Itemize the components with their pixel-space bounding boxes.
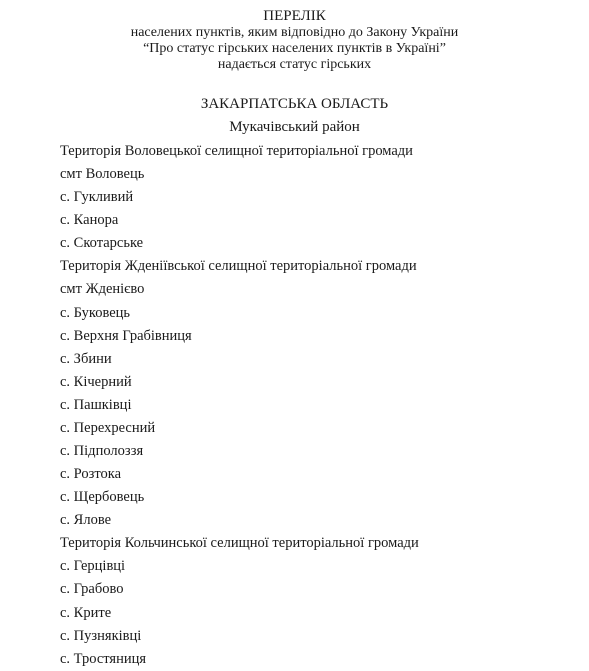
settlement-item: смт Жденієво — [60, 281, 145, 298]
settlement-item: с. Крите — [60, 604, 112, 621]
settlement-item: с. Верхня Грабівниця — [60, 327, 192, 344]
settlement-item: с. Скотарське — [60, 235, 144, 252]
settlement-item: с. Герцівці — [60, 558, 126, 575]
settlement-item: с. Тростяниця — [60, 650, 147, 667]
settlement-item: с. Буковець — [60, 304, 131, 321]
settlement-item: с. Грабово — [60, 581, 124, 598]
settlement-item: с. Пашківці — [60, 396, 132, 413]
settlement-item: смт Воловець — [60, 166, 145, 183]
raion-heading: Мукачівський район — [229, 119, 360, 135]
community-heading: Територія Воловецької селищної територіальної громади — [60, 143, 413, 159]
settlement-item: с. Перехресний — [60, 419, 156, 436]
settlement-item: с. Канора — [60, 212, 119, 229]
settlement-item: с. Кічерний — [60, 373, 132, 390]
document-subtitle-line-2: “Про статус гірських населених пунктів в Україні” — [143, 41, 446, 56]
settlement-item: с. Збини — [60, 350, 112, 367]
settlement-item: с. Ялове — [60, 512, 112, 529]
oblast-heading: ЗАКАРПАТСЬКА ОБЛАСТЬ — [200, 96, 389, 112]
settlement-item: с. Щербовець — [60, 489, 145, 506]
community-heading: Територія Жденіївської селищної територіальної громади — [60, 258, 417, 275]
settlement-list — [60, 140, 419, 671]
settlement-item: с. Гукливий — [60, 189, 134, 206]
document-title: ПЕРЕЛІК — [263, 8, 326, 24]
document-subtitle-line-1: населених пунктів, яким відповідно до Закону України — [130, 25, 459, 40]
document-subtitle-line-3: надається статус гірських — [217, 57, 372, 72]
community-heading: Територія Кольчинської селищної територіальної громади — [60, 535, 419, 552]
settlement-item: с. Пузняківці — [60, 627, 142, 644]
settlement-item: с. Розтока — [60, 466, 122, 483]
settlement-item: с. Підполоззя — [60, 443, 144, 460]
